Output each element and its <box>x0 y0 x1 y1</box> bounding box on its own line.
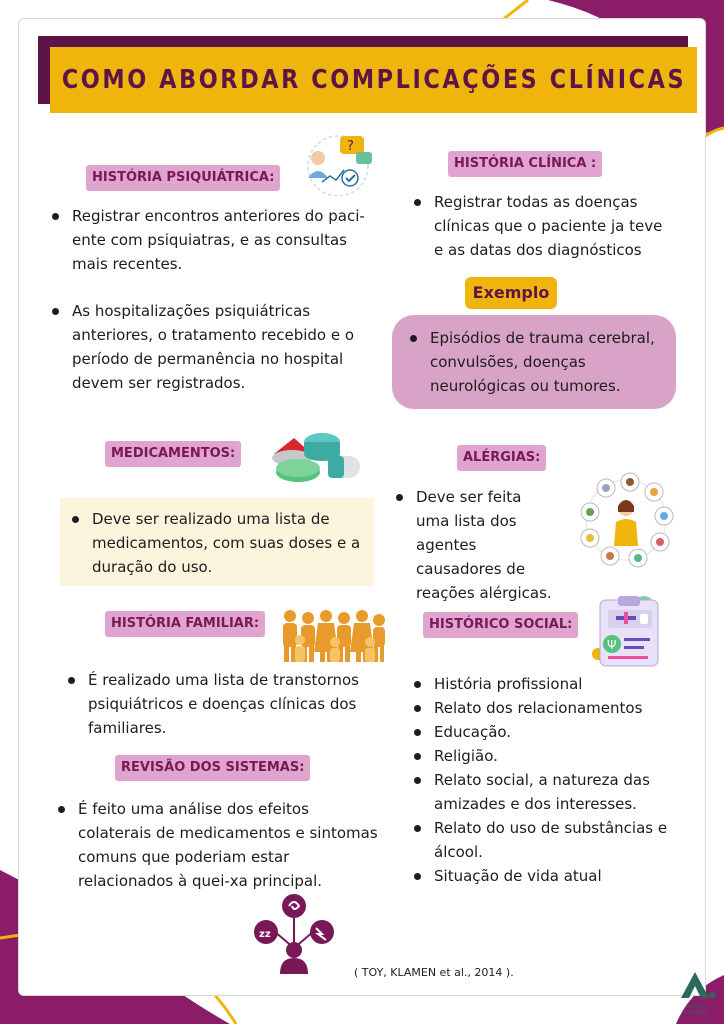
list-item: Relato social, a natureza das amizades e dos interesses. <box>412 768 702 816</box>
logo-text: resumo da saúde <box>684 1004 708 1016</box>
list-item: Registrar todas as doenças clínicas que o paciente ja teve e as datas dos diagnósticos <box>412 190 702 262</box>
list-historia-clinica <box>412 190 702 262</box>
svg-text:?: ? <box>347 139 354 154</box>
list-item: História profissional <box>412 672 702 696</box>
page-number: 6 <box>33 978 47 1000</box>
list-alergias <box>394 485 574 605</box>
list-revisao-sistemas <box>56 797 386 893</box>
page-title: COMO ABORDAR COMPLICAÇÕES CLÍNICAS <box>61 65 686 95</box>
list-item: Relato do uso de substâncias e álcool. <box>412 816 702 864</box>
list-item: As hospitalizações psiquiátricas anteriores, o tratamento recebido e o período de permanência no hospital devem ser registrados. <box>50 299 390 395</box>
list-exemplo <box>408 326 670 398</box>
exemplo-label: Exemplo <box>465 277 557 309</box>
list-medicamentos <box>70 507 370 579</box>
label-medicamentos: MEDICAMENTOS: <box>105 441 241 467</box>
svg-text:zz: zz <box>259 929 271 940</box>
list-item: Religião. <box>412 744 702 768</box>
allergens-icon <box>574 472 678 568</box>
label-alergias: ALÉRGIAS: <box>457 445 546 471</box>
list-historia-familiar <box>66 668 376 740</box>
resumo-da-saude-logo <box>677 966 717 1004</box>
list-item: É realizado uma lista de transtornos psiquiátricos e doenças clínicas dos familiares. <box>66 668 376 740</box>
consultation-chat-icon <box>300 132 376 196</box>
list-historia-psiquiatrica <box>50 204 390 395</box>
label-historia-psiquiatrica: HISTÓRIA PSIQUIÁTRICA: <box>86 165 280 191</box>
svg-text:Ψ: Ψ <box>607 638 617 652</box>
citation: ( TOY, KLAMEN et al., 2014 ). <box>354 966 514 979</box>
title-banner <box>50 47 697 113</box>
list-item: Educação. <box>412 720 702 744</box>
label-revisao-sistemas: REVISÃO DOS SISTEMAS: <box>115 755 310 781</box>
list-item: Situação de vida atual <box>412 864 702 888</box>
list-item: Deve ser realizado uma lista de medicamentos, com suas doses e a duração do uso. <box>70 507 370 579</box>
family-group-icon <box>278 606 388 664</box>
label-historico-social: HISTÓRICO SOCIAL: <box>423 612 578 638</box>
pills-icon <box>268 430 364 488</box>
list-item: Registrar encontros anteriores do paci- ente com psiquiatras, e as consultas mais recentes. <box>50 204 390 276</box>
list-item: Episódios de trauma cerebral, convulsões, doenças neurológicas ou tumores. <box>408 326 670 398</box>
clipboard-psi-icon <box>586 592 672 670</box>
list-item: É feito uma análise dos efeitos colaterais de medicamentos e sintomas comuns que poderiam estar relacionados à quei-xa principal. <box>56 797 386 893</box>
list-item: Deve ser feita uma lista dos agentes causadores de reações alérgicas. <box>394 485 574 605</box>
label-historia-clinica: HISTÓRIA CLÍNICA : <box>448 151 602 177</box>
list-item: Relato dos relacionamentos <box>412 696 702 720</box>
label-historia-familiar: HISTÓRIA FAMILIAR: <box>105 611 265 637</box>
list-historico-social <box>412 672 702 888</box>
symptoms-person-icon <box>252 890 336 976</box>
